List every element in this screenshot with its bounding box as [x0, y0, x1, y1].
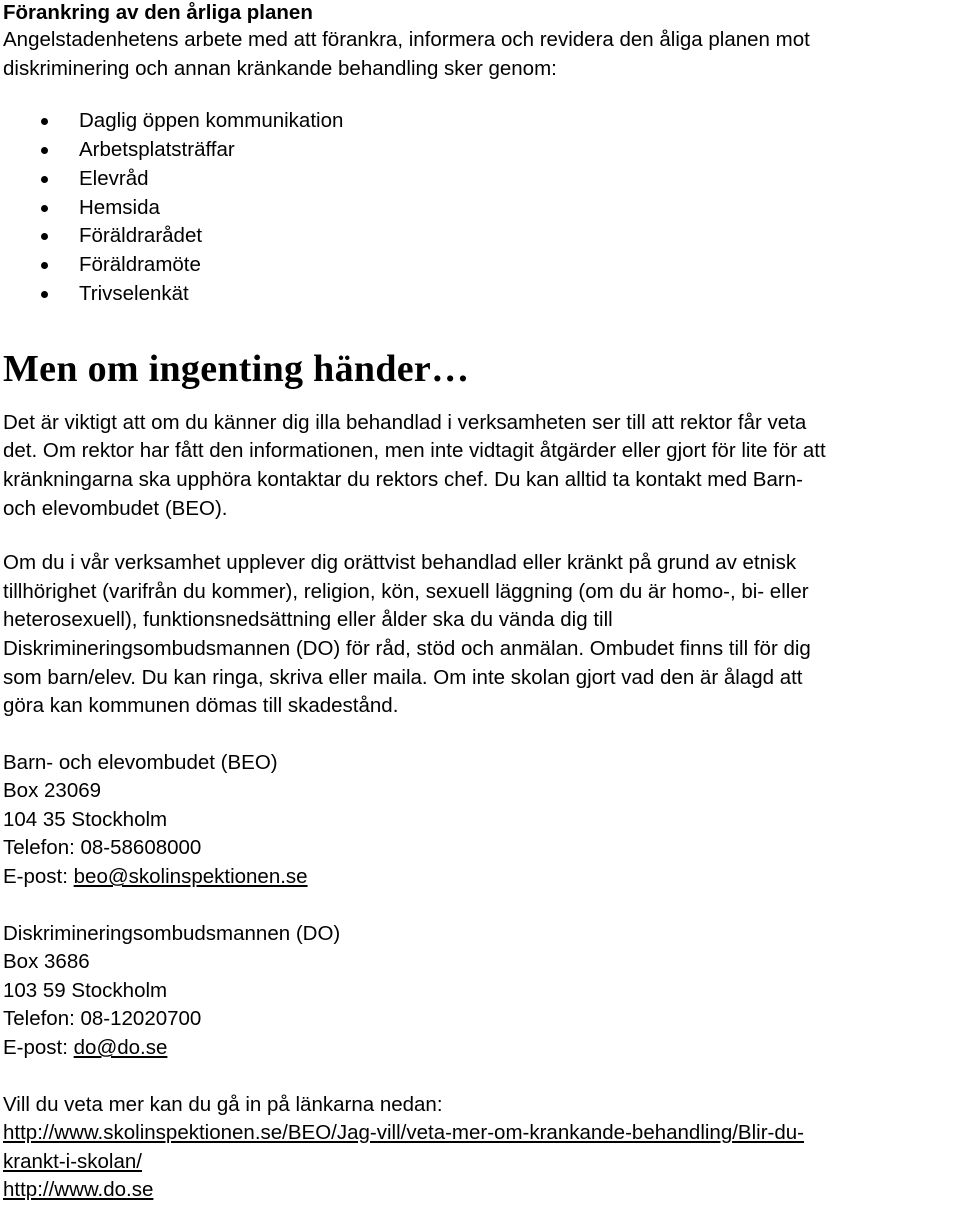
bullet-icon: [41, 147, 48, 154]
do-site-link-row: [3, 1176, 953, 1205]
paragraph-line: det. Om rektor har fått den informationen, men inte vidtagit åtgärder eller gjort för lite för att: [3, 439, 826, 463]
beo-email-row: [3, 863, 953, 892]
list-item: [3, 280, 953, 309]
paragraph-line: Diskrimineringsombudsmannen (DO) för råd, stöd och anmälan. Ombudet finns till för dig: [3, 636, 811, 660]
list-item: [3, 251, 953, 280]
do-site-link[interactable]: http://www.do.se: [3, 1178, 154, 1202]
do-email-label: E-post:: [3, 1036, 74, 1060]
list-item-label: Föräldrarådet: [79, 224, 203, 248]
document-page: [3, 0, 953, 1205]
beo-address: [3, 749, 953, 892]
bullet-icon: [41, 262, 48, 269]
list-item-label: Trivselenkät: [79, 281, 189, 305]
list-item: [3, 107, 953, 136]
beo-name: Barn- och elevombudet (BEO): [3, 750, 278, 774]
list-item-label: Hemsida: [79, 195, 160, 219]
paragraph-line: tillhörighet (varifrån du kommer), religion, kön, sexuell läggning (om du är homo-, bi- eller: [3, 579, 809, 603]
bullet-icon: [41, 118, 48, 125]
paragraph-line: Om du i vår verksamhet upplever dig orättvist behandlad eller kränkt på grund av etnisk: [3, 551, 797, 575]
paragraph-line: göra kan kommunen dömas till skadestånd.: [3, 694, 399, 718]
skolinspektionen-link[interactable]: http://www.skolinspektionen.se/BEO/Jag-vill/veta-mer-om-krankande-behandling/Blir-du-: [3, 1121, 804, 1145]
paragraph-line: som barn/elev. Du kan ringa, skriva eller maila. Om inte skolan gjort vad den är ålagd att: [3, 665, 803, 689]
bullet-icon: [41, 205, 48, 212]
list-item: [3, 136, 953, 165]
skolinspektionen-link-row-2: [3, 1148, 953, 1177]
skolinspektionen-link-continued[interactable]: krankt-i-skolan/: [3, 1149, 142, 1173]
list-item: [3, 222, 953, 251]
list-item-label: Arbetsplatsträffar: [79, 137, 235, 161]
bullet-icon: [41, 176, 48, 183]
skolinspektionen-link-row-1: [3, 1119, 953, 1148]
links-section: [3, 1091, 953, 1205]
do-city: 103 59 Stockholm: [3, 978, 168, 1002]
beo-city: 104 35 Stockholm: [3, 807, 168, 831]
list-item-label: Daglig öppen kommunikation: [79, 109, 344, 133]
paragraph-line: heterosexuell), funktionsnedsättning eller ålder ska du vända dig till: [3, 608, 613, 632]
channels-list: [3, 107, 953, 309]
intro-paragraph: [3, 26, 953, 83]
list-item-label: Föräldramöte: [79, 253, 201, 277]
links-intro: Vill du veta mer kan du gå in på länkarna nedan:: [3, 1092, 443, 1116]
do-phone: Telefon: 08-12020700: [3, 1007, 202, 1031]
intro-line: Angelstadenhetens arbete med att förankra, informera och revidera den åliga planen mot: [3, 28, 810, 51]
do-email-link[interactable]: do@do.se: [73, 1036, 168, 1060]
page-heading: Men om ingenting händer…: [3, 347, 470, 390]
do-box: Box 3686: [3, 950, 90, 974]
paragraph-line: och elevombudet (BEO).: [3, 496, 228, 520]
intro-line: diskriminering och annan kränkande behandling sker genom:: [3, 56, 557, 80]
do-email-row: [3, 1034, 953, 1063]
bullet-icon: [41, 233, 48, 240]
paragraph-line: kränkningarna ska upphöra kontaktar du rektors chef. Du kan alltid ta kontakt med Barn-: [3, 467, 803, 491]
beo-email-link[interactable]: beo@skolinspektionen.se: [73, 865, 308, 889]
list-item: [3, 165, 953, 194]
do-address: [3, 920, 953, 1063]
paragraph-report: [3, 409, 953, 523]
beo-phone: Telefon: 08-58608000: [3, 836, 202, 860]
beo-box: Box 23069: [3, 779, 102, 803]
list-item-label: Elevråd: [79, 166, 149, 190]
list-item: [3, 194, 953, 223]
do-name: Diskrimineringsombudsmannen (DO): [3, 921, 341, 945]
bullet-icon: [41, 291, 48, 298]
paragraph-line: Det är viktigt att om du känner dig illa behandlad i verksamheten ser till att rektor får veta: [3, 410, 807, 434]
beo-email-label: E-post:: [3, 865, 74, 889]
paragraph-discrimination: [3, 549, 953, 721]
section-title: Förankring av den årliga planen: [3, 1, 313, 24]
